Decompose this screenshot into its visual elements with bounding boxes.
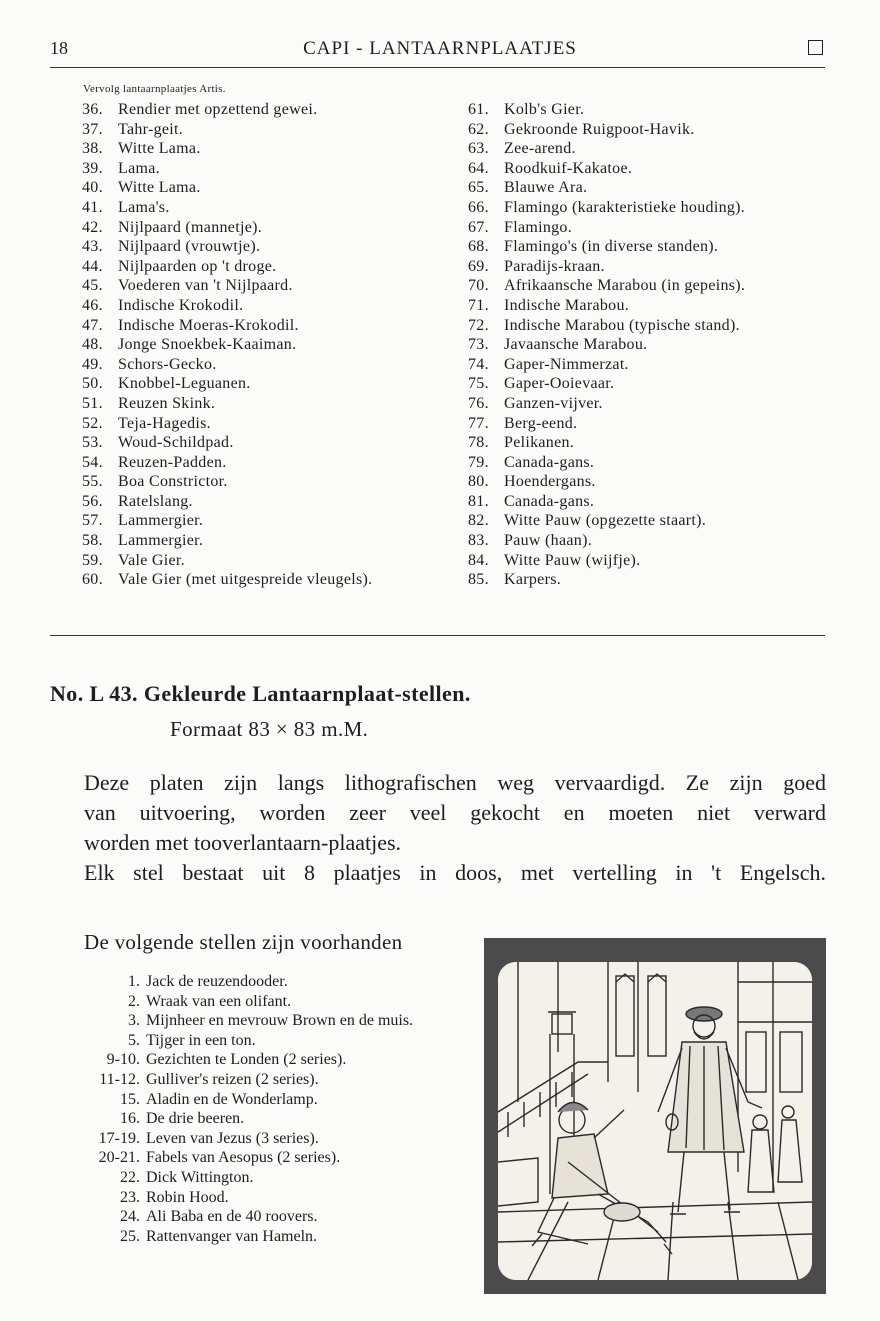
set-number: 22.	[120, 1168, 140, 1186]
set-item	[70, 992, 455, 1012]
item-title: Witte Pauw (opgezette staart).	[504, 512, 707, 530]
list-item	[468, 414, 838, 434]
item-title: Hoendergans.	[504, 473, 596, 491]
item-number: 81.	[468, 492, 489, 510]
item-title: Witte Lama.	[118, 140, 201, 158]
item-number: 42.	[82, 218, 103, 236]
list-item	[468, 492, 838, 512]
item-number: 40.	[82, 179, 103, 197]
item-title: Nijlpaarden op 't droge.	[118, 257, 277, 275]
item-number: 63.	[468, 140, 489, 158]
list-item	[82, 316, 452, 336]
list-item	[82, 159, 452, 179]
item-number: 36.	[82, 101, 103, 118]
list-item	[468, 453, 838, 473]
description-line-1: Deze platen zijn langs lithografischen weg vervaardigd. Ze zijn goed	[84, 770, 826, 795]
set-number: 9-10.	[106, 1051, 140, 1069]
item-title: Witte Lama.	[118, 179, 201, 197]
description-line-2: van uitvoering, worden zeer veel gekocht en moeten niet verward	[84, 800, 826, 825]
format-line: Formaat 83 × 83 m.M.	[170, 717, 369, 741]
item-title: Berg-eend.	[504, 414, 578, 432]
list-item	[468, 120, 838, 140]
list-item	[468, 472, 838, 492]
list-item	[82, 453, 452, 473]
set-number: 25.	[120, 1227, 140, 1245]
item-number: 75.	[468, 375, 489, 393]
list-item	[468, 316, 838, 336]
item-number: 60.	[82, 571, 103, 589]
item-title: Lama's.	[118, 198, 170, 216]
list-item	[468, 159, 838, 179]
item-number: 49.	[82, 355, 103, 373]
set-title: Gezichten te Londen (2 series).	[146, 1051, 347, 1069]
list-item	[468, 178, 838, 198]
item-number: 45.	[82, 277, 103, 295]
set-number: 1.	[128, 973, 140, 990]
item-number: 84.	[468, 551, 489, 569]
item-number: 51.	[82, 394, 103, 412]
list-item	[468, 355, 838, 375]
set-title: Aladin en de Wonderlamp.	[146, 1090, 318, 1108]
running-title: CAPI - LANTAARNPLAATJES	[303, 38, 577, 59]
item-title: Woud-Schildpad.	[118, 434, 234, 452]
item-number: 55.	[82, 473, 103, 491]
set-number: 11-12.	[99, 1070, 140, 1088]
set-number: 23.	[120, 1188, 140, 1206]
item-title: Tahr-geit.	[118, 120, 184, 138]
item-number: 59.	[82, 551, 103, 569]
item-number: 65.	[468, 179, 489, 197]
item-number: 83.	[468, 532, 489, 550]
set-item	[70, 1011, 455, 1031]
list-item	[82, 276, 452, 296]
item-number: 74.	[468, 355, 489, 373]
header-rule	[50, 67, 825, 68]
item-number: 64.	[468, 159, 489, 177]
item-title: Afrikaansche Marabou (in gepeins).	[504, 277, 746, 295]
item-number: 41.	[82, 198, 103, 216]
item-number: 46.	[82, 296, 103, 314]
list-item	[82, 472, 452, 492]
list-item	[82, 355, 452, 375]
item-number: 37.	[82, 120, 103, 138]
item-title: Voederen van 't Nijlpaard.	[118, 277, 293, 295]
item-title: Lammergier.	[118, 532, 204, 550]
item-title: Gaper-Nimmerzat.	[504, 355, 629, 373]
list-item	[468, 257, 838, 277]
item-number: 54.	[82, 453, 103, 471]
list-item	[82, 394, 452, 414]
item-number: 62.	[468, 120, 489, 138]
list-item	[468, 511, 838, 531]
item-title: Karpers.	[504, 571, 562, 589]
item-title: Roodkuif-Kakatoe.	[504, 159, 633, 177]
set-number: 3.	[128, 1012, 140, 1030]
list-item	[82, 178, 452, 198]
description-line-3: worden met tooverlantaarn-plaatjes.	[84, 830, 402, 855]
list-item	[82, 531, 452, 551]
set-number: 20-21.	[98, 1149, 140, 1167]
item-number: 79.	[468, 453, 489, 471]
item-number: 47.	[82, 316, 103, 334]
list-item	[468, 218, 838, 238]
item-title: Teja-Hagedis.	[118, 414, 211, 432]
item-title: Jonge Snoekbek-Kaaiman.	[118, 336, 297, 354]
item-title: Paradijs-kraan.	[504, 257, 605, 275]
item-title: Kolb's Gier.	[504, 101, 585, 118]
item-number: 71.	[468, 296, 489, 314]
item-title: Nijlpaard (mannetje).	[118, 218, 263, 236]
item-number: 52.	[82, 414, 103, 432]
item-number: 85.	[468, 571, 489, 589]
item-number: 80.	[468, 473, 489, 491]
slide-list-right	[468, 100, 838, 590]
list-item	[82, 570, 452, 590]
item-number: 66.	[468, 198, 489, 216]
set-title: De drie beeren.	[146, 1110, 245, 1128]
item-title: Reuzen-Padden.	[118, 453, 227, 471]
item-title: Javaansche Marabou.	[504, 336, 648, 354]
slide-list-left	[82, 100, 452, 590]
set-number: 2.	[128, 992, 140, 1010]
item-title: Pelikanen.	[504, 434, 575, 452]
item-number: 68.	[468, 238, 489, 256]
set-item	[70, 1031, 455, 1051]
set-title: Gulliver's reizen (2 series).	[146, 1070, 319, 1088]
list-item	[468, 139, 838, 159]
item-title: Canada-gans.	[504, 492, 595, 510]
list-item	[82, 296, 452, 316]
item-number: 76.	[468, 394, 489, 412]
list-item	[82, 492, 452, 512]
set-item	[70, 1148, 455, 1168]
item-title: Rendier met opzettend gewei.	[118, 101, 318, 118]
checkbox-square-icon	[808, 40, 823, 55]
set-item	[70, 1188, 455, 1208]
item-title: Reuzen Skink.	[118, 394, 216, 412]
item-title: Knobbel-Leguanen.	[118, 375, 251, 393]
item-title: Flamingo (karakteristieke houding).	[504, 198, 746, 216]
item-number: 78.	[468, 434, 489, 452]
list-item	[82, 551, 452, 571]
item-number: 57.	[82, 512, 103, 530]
set-number: 17-19.	[98, 1129, 140, 1147]
item-title: Vale Gier.	[118, 551, 185, 569]
illustration-image	[498, 962, 812, 1280]
item-number: 72.	[468, 316, 489, 334]
set-item	[70, 1168, 455, 1188]
list-item	[468, 276, 838, 296]
item-title: Gaper-Ooievaar.	[504, 375, 615, 393]
list-item	[468, 335, 838, 355]
item-number: 82.	[468, 512, 489, 530]
item-title: Flamingo.	[504, 218, 573, 236]
item-title: Witte Pauw (wijfje).	[504, 551, 641, 569]
item-title: Ganzen-vijver.	[504, 394, 603, 412]
set-title: Dick Wittington.	[146, 1168, 254, 1186]
item-title: Blauwe Ara.	[504, 179, 588, 197]
set-item	[70, 1207, 455, 1227]
item-title: Boa Constrictor.	[118, 473, 228, 491]
list-item	[468, 374, 838, 394]
item-title: Gekroonde Ruigpoot-Havik.	[504, 120, 695, 138]
item-number: 43.	[82, 238, 103, 256]
list-item	[82, 218, 452, 238]
list-item	[468, 433, 838, 453]
list-item	[82, 433, 452, 453]
list-item	[82, 335, 452, 355]
list-item	[82, 237, 452, 257]
list-item	[82, 120, 452, 140]
available-intro: De volgende stellen zijn voorhanden	[84, 930, 403, 954]
item-number: 39.	[82, 159, 103, 177]
list-item	[468, 237, 838, 257]
list-item	[468, 570, 838, 590]
set-number: 5.	[128, 1031, 140, 1049]
item-number: 73.	[468, 336, 489, 354]
item-number: 48.	[82, 336, 103, 354]
section-rule	[50, 635, 825, 636]
item-title: Vale Gier (met uitgespreide vleugels).	[118, 571, 373, 589]
list-item	[82, 511, 452, 531]
list-item	[468, 198, 838, 218]
set-number: 16.	[120, 1110, 140, 1128]
item-title: Indische Krokodil.	[118, 296, 244, 314]
item-title: Nijlpaard (vrouwtje).	[118, 238, 261, 256]
set-item	[70, 1050, 455, 1070]
item-number: 58.	[82, 532, 103, 550]
list-item	[468, 551, 838, 571]
set-title: Fabels van Aesopus (2 series).	[146, 1149, 341, 1167]
set-item	[70, 1129, 455, 1149]
item-number: 69.	[468, 257, 489, 275]
set-number: 24.	[120, 1208, 140, 1226]
set-title: Mijnheer en mevrouw Brown en de muis.	[146, 1012, 414, 1030]
list-item	[468, 100, 838, 120]
lantern-slide-illustration	[484, 938, 826, 1294]
set-item	[70, 1070, 455, 1090]
set-item	[70, 1109, 455, 1129]
set-title: Ali Baba en de 40 roovers.	[146, 1208, 318, 1226]
item-title: Indische Marabou.	[504, 296, 630, 314]
list-item	[468, 531, 838, 551]
continuation-label: Vervolg lantaarnplaatjes Artis.	[83, 83, 226, 95]
item-title: Zee-arend.	[504, 140, 576, 158]
set-title: Robin Hood.	[146, 1188, 229, 1206]
item-title: Schors-Gecko.	[118, 355, 217, 373]
set-item	[70, 1227, 455, 1247]
set-title: Leven van Jezus (3 series).	[146, 1129, 319, 1147]
set-number: 15.	[120, 1090, 140, 1108]
set-item	[70, 972, 455, 992]
item-number: 38.	[82, 140, 103, 158]
item-number: 44.	[82, 257, 103, 275]
set-title: Jack de reuzendooder.	[146, 973, 288, 990]
item-number: 56.	[82, 492, 103, 510]
list-item	[468, 296, 838, 316]
set-item	[70, 1090, 455, 1110]
list-item	[468, 394, 838, 414]
list-item	[82, 100, 452, 120]
set-title: Wraak van een olifant.	[146, 992, 292, 1010]
item-title: Lama.	[118, 159, 160, 177]
item-number: 67.	[468, 218, 489, 236]
item-number: 50.	[82, 375, 103, 393]
available-sets-list	[70, 972, 455, 1246]
item-number: 77.	[468, 414, 489, 432]
item-title: Pauw (haan).	[504, 532, 593, 550]
item-number: 70.	[468, 277, 489, 295]
item-title: Canada-gans.	[504, 453, 595, 471]
set-title: Tijger in een ton.	[146, 1031, 256, 1049]
description-line-4: Elk stel bestaat uit 8 plaatjes in doos, met vertelling in 't Engelsch.	[84, 860, 826, 885]
item-title: Flamingo's (in diverse standen).	[504, 238, 719, 256]
list-item	[82, 257, 452, 277]
page-number: 18	[50, 38, 68, 58]
list-item	[82, 198, 452, 218]
item-title: Indische Marabou (typische stand).	[504, 316, 740, 334]
list-item	[82, 139, 452, 159]
item-number: 53.	[82, 434, 103, 452]
item-title: Indische Moeras-Krokodil.	[118, 316, 299, 334]
list-item	[82, 374, 452, 394]
item-title: Lammergier.	[118, 512, 204, 530]
list-item	[82, 414, 452, 434]
set-title: Rattenvanger van Hameln.	[146, 1227, 318, 1245]
item-title: Ratelslang.	[118, 492, 193, 510]
section-heading: No. L 43. Gekleurde Lantaarnplaat-stellen.	[50, 681, 471, 706]
item-number: 61.	[468, 101, 489, 118]
